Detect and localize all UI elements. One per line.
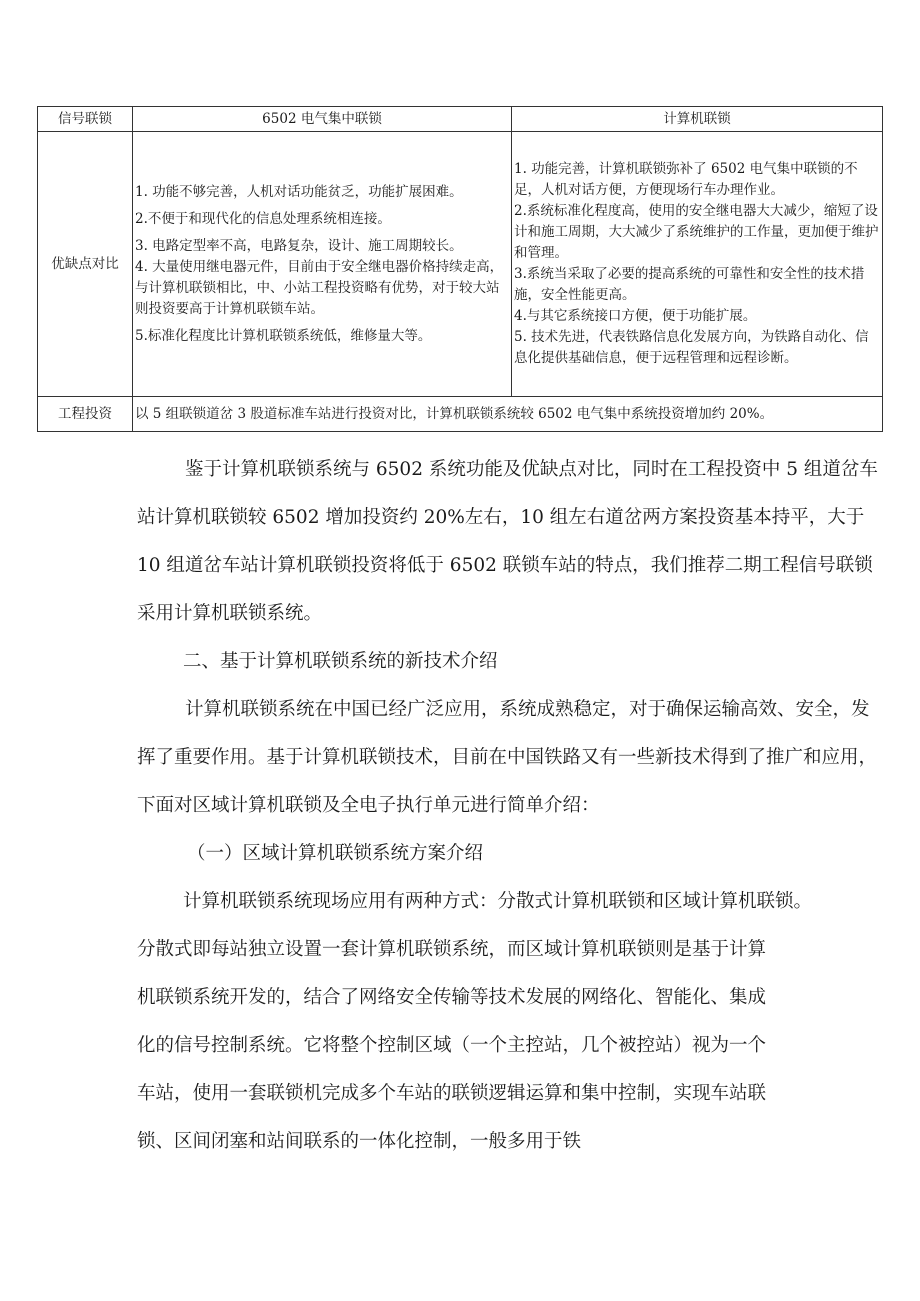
regional-interlocking-paragraph: 分散式即每站独立设置一套计算机联锁系统，而区域计算机联锁则是基于计算机联锁系统开发的，结合了网络安全传输等技术发展的网络化、智能化、集成化的信号控制系统。它将整个控制区域（一个主控站，几个被控站）视为一个车站，使用一套联锁机完成多个车站的联锁逻辑运算和集中控制，实现车站联锁、区间闭塞和站间联系的一体化控制，一般多用于铁 (137, 939, 767, 1152)
relay-item-5: 5.标准化程度比计算机联锁系统低，维修量大等。 (135, 327, 432, 344)
section-heading: 二、基于计算机联锁系统的新技术介绍 (183, 651, 498, 672)
relay-item-2: 2.不便于和现代化的信息处理系统相连接。 (135, 210, 391, 227)
subsection-heading: （一）区域计算机联锁系统方案介绍 (187, 843, 484, 864)
cbi-item-5: 5. 技术先进，代表铁路信息化发展方向，为铁路自动化、信息化提供基础信息，便于远程管理和远程诊断。 (514, 329, 869, 366)
cbi-item-4: 4.与其它系统接口方便，便于功能扩展。 (514, 308, 757, 324)
cbi-item-1: 1. 功能完善，计算机联锁弥补了 6502 电气集中联锁的不足，人机对话方便，方便现场行车办理作业。 (514, 161, 858, 198)
relay-item-3: 3. 电路定型率不高，电路复杂，设计、施工周期较长。 (135, 237, 463, 254)
table-header-row (38, 107, 883, 132)
header-computer-interlocking: 计算机联锁 (512, 107, 883, 132)
header-signal-interlocking: 信号联锁 (38, 107, 133, 132)
header-relay-interlocking: 6502 电气集中联锁 (133, 107, 512, 132)
comparison-table (37, 106, 883, 432)
cbi-pros-cons-cell (512, 132, 883, 397)
row-label-pros-cons: 优缺点对比 (38, 132, 133, 397)
relay-item-1: 1. 功能不够完善，人机对话功能贫乏，功能扩展困难。 (135, 183, 463, 200)
new-tech-paragraph: 计算机联锁系统在中国已经广泛应用，系统成熟稳定，对于确保运输高效、安全，发挥了重要作用。基于计算机联锁技术，目前在中国铁路又有一些新技术得到了推广和应用，下面对区域计算机联锁及全电子执行单元进行简单介绍： (137, 699, 878, 816)
cbi-item-3: 3.系统当采取了必要的提高系统的可靠性和安全性的技术措施，安全性能更高。 (514, 266, 865, 303)
comparison-row (38, 132, 883, 397)
relay-pros-cons-cell (133, 132, 512, 397)
investment-row (38, 397, 883, 432)
investment-text: 以 5 组联锁道岔 3 股道标准车站进行投资对比，计算机联锁系统较 6502 电气集中系统投资增加约 20%。 (133, 397, 883, 432)
recommendation-paragraph: 鉴于计算机联锁系统与 6502 系统功能及优缺点对比，同时在工程投资中 5 组道岔车站计算机联锁较 6502 增加投资约 20%左右，10 组左右道岔两方案投资基本持平，大于 10 组道岔车站计算机联锁投资将低于 6502 联锁车站的特点，我们推荐二期工程信号联锁采用计算机联锁系统。 (137, 459, 878, 624)
cbi-item-2: 2.系统标准化程度高，使用的安全继电器大大减少，缩短了设计和施工周期，大大减少了系统维护的工作量，更加便于维护和管理。 (514, 203, 879, 261)
deployment-modes-first-line: 计算机联锁系统现场应用有两种方式：分散式计算机联锁和区域计算机联锁。 (183, 891, 813, 912)
row-label-investment: 工程投资 (38, 397, 133, 432)
relay-item-4: 4. 大量使用继电器元件，目前由于安全继电器价格持续走高，与计算机联锁相比，中、小站工程投资略有优势，对于较大站则投资要高于计算机联锁车站。 (135, 258, 504, 317)
